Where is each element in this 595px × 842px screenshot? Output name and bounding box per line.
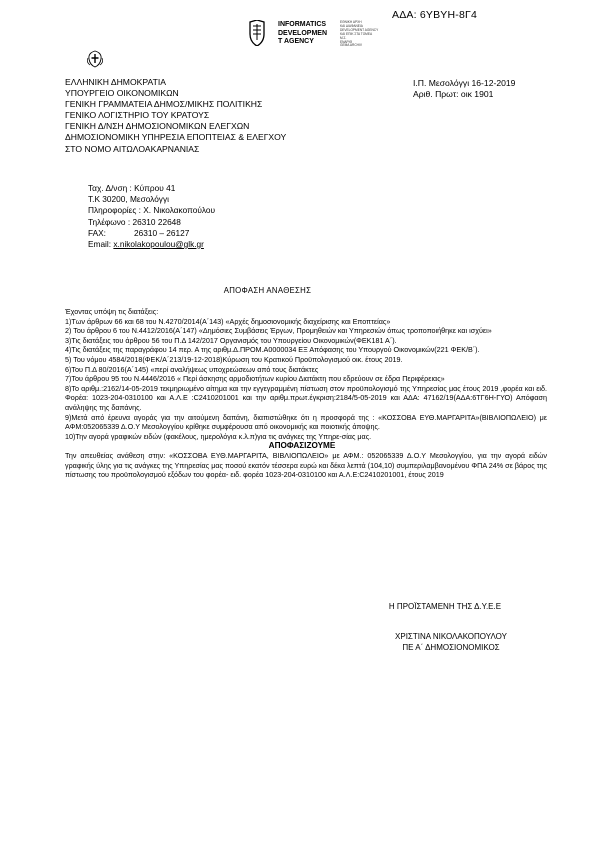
ada-code: ΑΔΑ: 6ΥΒΥΗ-8Γ4	[392, 9, 478, 21]
decision-heading: ΑΠΟΦΑΣΙΖΟΥΜΕ	[268, 441, 336, 451]
document-date: Ι.Π. Μεσολόγγι 16-12-2019	[413, 78, 516, 88]
clause-4: 4)Τις διατάξεις της παραγράφου 14 περ. Α της αριθμ.Δ.ΠΡΟΜ.Α0000034 ΕΞ Απόφασης του Υπουργού Οικονομικών(221 ΦΕΚ/Β΄).	[65, 345, 480, 355]
clause-2: 2) Του άρθρου 6 του Ν.4412/2016(Α΄147) «Δημόσιες Συμβάσεις Έργων, Προμηθειών και Υπηρεσιών όπως τροποποιήθηκε και ισχύει»	[65, 326, 492, 336]
document-body	[65, 307, 547, 480]
signer-name: ΧΡΙΣΤΙΝΑ ΝΙΚΟΛΑΚΟΠΟΥΛΟΥ	[395, 632, 507, 641]
signer-block	[366, 632, 536, 654]
email-link[interactable]: x.nikolakopoulou@glk.gr	[113, 239, 204, 250]
greek-emblem-icon	[86, 50, 104, 68]
clause-8: 8)Το αριθμ.:2162/14-05-2019 τεκμηριωμένο αίτημα και την εγγεγραμμένη πίστωση στον προϋπολογισμό της Υπηρεσίας μας έτους 2019 ,φορέα και ειδ. Φορέα: 1023-204-0310100 και Α.Λ.Ε :C2410201001 και την αριθμ.πρωτ.έγκριση:2184/5-05-2019 και ΑΔΑ: 47162/19(ΑΔΑ:6ΤΓ6Η-ΓΥΟ) Απόφαση ανάληψης της δαπάνης.	[65, 383, 547, 412]
clause-10: 10)Την αγορά γραφικών ειδών (φακέλους, ημερολόγια κ.λ.π)για τις ανάγκες της Υπηρε-σίας μας.	[65, 431, 372, 441]
postal-code: Τ.Κ 30200, Μεσολόγγι	[88, 194, 169, 205]
document-title: ΑΠΟΦΑΣΗ ΑΝΑΘΕΣΗΣ	[223, 286, 312, 295]
diavgeia-logo-icon	[247, 20, 267, 46]
address: Ταχ. Δ/νση : Κύπρου 41	[88, 183, 176, 193]
protocol-number: Αριθ. Πρωτ: οικ 1901	[413, 89, 494, 100]
clause-6: 6)Του Π.Δ 80/2016(Α΄145) «περί αναλήψεως υποχρεώσεων από τους διατάκτες	[65, 364, 319, 374]
signer-title: ΠΕ Α΄ ΔΗΜΟΣΙΟΝΟΜΙΚΟΣ	[402, 642, 500, 652]
clause-9: 9)Μετά από έρευνα αγοράς για την αιτούμενη δαπάνη, διαπιστώθηκε ότι η προσφορά της : «ΚΟΣΣΟΒΑ ΕΥΘ.ΜΑΡΓΑΡΙΤΑ»(ΒΙΒΛΙΟΠΩΛΕΙΟ) με ΑΦΜ:052065339 Δ.Ο.Υ Μεσολογγίου κρίθηκε συμφέρουσα από οικονομικής και ποιοτικής άποψης.	[65, 412, 547, 432]
intro: Έχοντας υπόψη τις διατάξεις:	[65, 307, 159, 316]
signer-role: Η ΠΡΟΪΣΤΑΜΕΝΗ ΤΗΣ Δ.Υ.Ε.Ε	[388, 602, 502, 611]
fax: FAX: 26310 – 26127	[88, 227, 190, 238]
clause-7: 7)Του άρθρου 95 του Ν.4446/2016 « Περί άσκησης αρμοδιοτήτων κυρίου Διατάκτη που εδρεύουν σε έδρα Περιφέρειας»	[65, 374, 445, 384]
phone: Τηλέφωνο : 26310 22648	[88, 216, 181, 227]
contact-block	[88, 183, 215, 250]
email: Email: x.nikolakopoulou@glk.gr	[88, 239, 204, 250]
decision-text: Την απευθείας ανάθεση στην: «ΚΟΣΣΟΒΑ ΕΥΘ.ΜΑΡΓΑΡΙΤΑ, ΒΙΒΛΙΟΠΩΛΕΙΟ» με ΑΦΜ.: 052065339 Δ.Ο.Υ Μεσολογγίου, για την αγορά ειδών γραφικής ύλης για τις ανάγκες της Υπηρεσίας μας ποσού εκατόν τέσσερα ευρώ και δέκα λεπτά (104,10) συμπεριλαμβανομένου ΦΠΑ 24% σε βάρος της πίστωσης του προϋπολογισμού εξόδων του φορέα- ειδ. φορέα 1023-204-0310100 και Α.Λ.Ε:C2410201001, έτους 2019	[65, 450, 547, 480]
authority-header: ΕΛΛΗΝΙΚΗ ΔΗΜΟΚΡΑΤΙΑ ΥΠΟΥΡΓΕΙΟ ΟΙΚΟΝΟΜΙΚΩΝ ΓΕΝΙΚΗ ΓΡΑΜΜΑΤΕΙΑ ΔΗΜΟΣ/ΜΙΚΗΣ ΠΟΛΙΤΙΚΗΣ ΓΕΝΙΚΟ ΛΟΓΙΣΤΗΡΙΟ ΤΟΥ ΚΡΑΤΟΥΣ ΓΕΝΙΚΗ Δ/ΝΣΗ ΔΗΜΟΣΙΟΝΟΜΙΚΩΝ ΕΛΕΓΧΩΝ ΔΗΜΟΣΙΟΝΟΜΙΚΗ ΥΠΗΡΕΣΙΑ ΕΠΟΠΤΕΙΑΣ & ΕΛΕΓΧΟΥ ΣΤΟ ΝΟΜΟ ΑΙΤΩΛΟΑΚΑΡΝΑΝΙΑΣ	[65, 77, 287, 154]
clause-1: 1)Των άρθρων 66 και 68 του Ν.4270/2014(Α΄143) «Αρχές δημοσιονομικής διαχείρισης και Εποπτείας»	[65, 316, 391, 326]
info-contact: Πληροφορίες : Χ. Νικολακοπούλου	[88, 205, 216, 216]
clause-5: 5) Του νόμου 4584/2018(ΦΕΚ/Α΄213/19-12-2018)Κύρωση του Κρατικού Προϋπολογισμού οικ. έτους 2019.	[65, 354, 403, 364]
agency-logo-small-text: ΕΘΝΙΚΗ ΑΡΧΗ ΚΑΙ ΔΙΑΦΑΝΕΙΑ DEVELOPMENT AGENCY ΚΑΙ ΕΠΙΚ ΣΤΑ ΤΟΜΕΑ Μ.Σ. ΕΝΑΡΙΘ GEMA ARCHIV	[340, 20, 379, 48]
clause-3: 3)Τις διατάξεις του άρθρου 56 του Π.Δ 142/2017 Οργανισμός του Υπουργείου Οικονομικών(ΦΕΚ181 Α΄).	[65, 335, 397, 345]
date-protocol	[413, 78, 515, 100]
agency-logo-text: INFORMATICS DEVELOPMEN T AGENCY	[278, 21, 328, 45]
